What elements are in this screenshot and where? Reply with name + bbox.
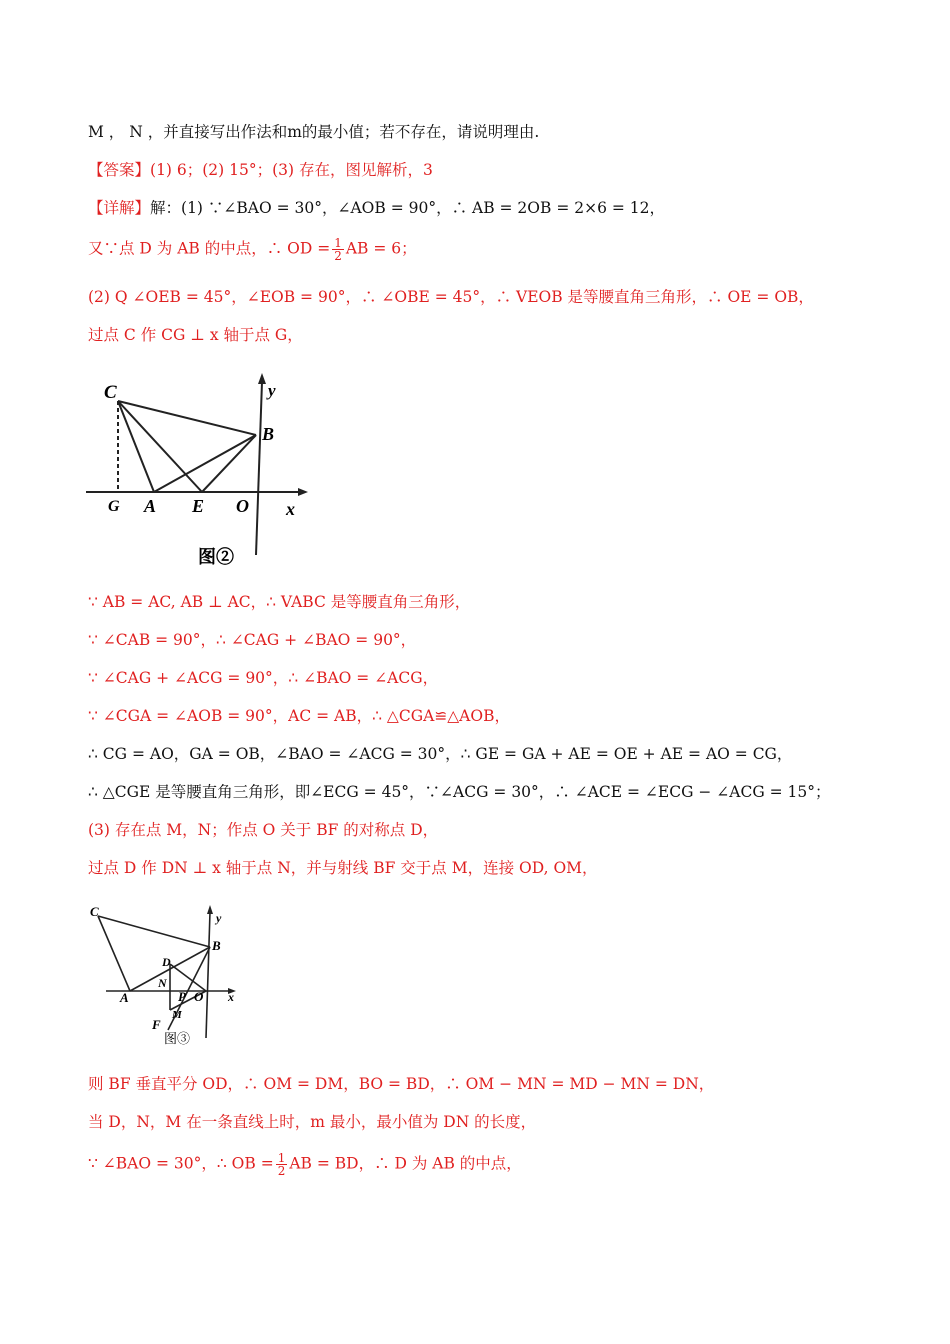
y-axis [256, 382, 262, 555]
label-B: B [212, 938, 221, 953]
text-line-9: ∵ ∠CAG + ∠ACG = 90°，∴ ∠BAO = ∠ACG， [88, 669, 439, 687]
y-arrow [258, 373, 266, 384]
segment-EB [202, 435, 256, 492]
text-line-1: M ， N ，并直接写出作法和m的最小值；若不存在，请说明理由. [88, 123, 540, 141]
label-y: y [268, 381, 276, 400]
text-line-16: 当 D，N，M 在一条直线上时，m 最小，最小值为 DN 的长度， [88, 1113, 537, 1131]
label-M: M [172, 1009, 182, 1021]
x-arrow [298, 488, 308, 496]
segment-CA [118, 401, 154, 492]
text-line-15: 则 BF 垂直平分 OD，∴ OM = DM，BO = BD，∴ OM − MN = MD − MN = DN， [88, 1075, 715, 1093]
text-line-17: ∵ ∠BAO = 30°，∴ OB = $\frac{1}{2}$ AB = BD，∴ D 为 AB 的中点， [88, 1151, 522, 1178]
label-O: O [236, 496, 249, 516]
label-y: y [216, 911, 222, 925]
label-G: G [108, 498, 120, 515]
figure-3 [86, 898, 246, 1058]
text-line-14: 过点 D 作 DN ⊥ x 轴于点 N，并与射线 BF 交于点 M，连接 OD, OM， [88, 859, 598, 877]
label-A: A [144, 496, 157, 516]
segment-AB [154, 435, 256, 492]
label-E: E [192, 496, 205, 516]
segment-CB [98, 916, 210, 947]
text-line-11: ∴ CG = AO，GA = OB，∠BAO = ∠ACG = 30°，∴ GE = GA + AE = OE + AE = AO = CG， [88, 745, 793, 763]
answer-text: (1) 6；(2) 15°；(3) 存在，图见解析，3 [150, 161, 433, 179]
segment-CB [118, 401, 256, 435]
label-F: F [152, 1017, 161, 1032]
segment-OD [170, 964, 206, 991]
label-x: x [286, 499, 295, 519]
text-line-8: ∵ ∠CAB = 90°，∴ ∠CAG + ∠BAO = 90°， [88, 631, 417, 649]
segment-CE [118, 401, 202, 492]
text-line-6: 过点 C 作 CG ⊥ x 轴于点 G， [88, 326, 303, 344]
label-C: C [90, 904, 99, 919]
text-line-5: (2) Q ∠OEB = 45°，∠EOB = 90°，∴ ∠OBE = 45°，∴ VEOB 是等腰直角三角形，∴ OE = OB， [88, 288, 814, 306]
text-line-13: (3) 存在点 M，N；作点 O 关于 BF 的对称点 D， [88, 821, 439, 839]
label-C: C [104, 382, 117, 403]
figure-2 [86, 370, 326, 575]
label-x: x [228, 990, 234, 1004]
label-B: B [262, 424, 275, 444]
label-A: A [120, 990, 129, 1005]
label-P: P [178, 989, 186, 1004]
text-line-7: ∵ AB = AC, AB ⊥ AC，∴ VABC 是等腰直角三角形， [88, 593, 471, 611]
answer-line [88, 159, 433, 181]
y-axis [206, 912, 210, 1038]
y-arrow [207, 905, 213, 914]
label-O: O [194, 989, 204, 1004]
caption-fig3: 图③ [164, 1031, 191, 1046]
label-N: N [158, 976, 167, 990]
text-line-10: ∵ ∠CGA = ∠AOB = 90°，AC = AB，∴ △CGA≌△AOB， [88, 707, 510, 725]
detail-tag: 【详解】 [88, 199, 151, 217]
label-D: D [162, 955, 171, 969]
caption-fig2: 图② [198, 547, 234, 567]
text-line-4: 又∵点 D 为 AB 的中点，∴ OD = $\frac{1}{2}$ AB = 6； [88, 236, 417, 263]
detail-line [88, 197, 665, 219]
detail-text: 解：(1) ∵∠BAO = 30°，∠AOB = 90°，∴ AB = 2OB = 2×6 = 12， [150, 199, 666, 217]
answer-tag: 【答案】 [88, 161, 151, 179]
text-line-12: ∴ △CGE 是等腰直角三角形，即∠ECG = 45°，∵∠ACG = 30°，∴ ∠ACE = ∠ECG − ∠ACG = 15°； [88, 783, 831, 801]
segment-CA [98, 916, 130, 991]
